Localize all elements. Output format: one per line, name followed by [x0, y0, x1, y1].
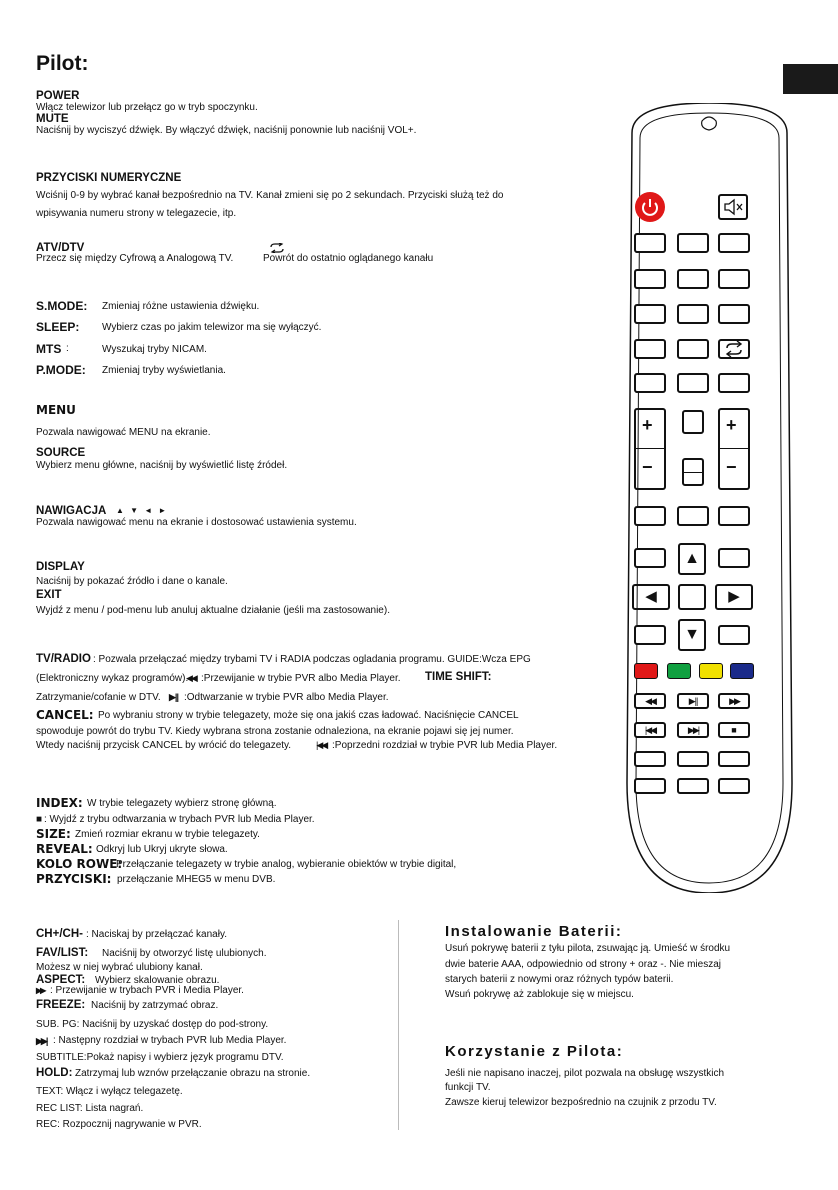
mute-heading: MUTE [36, 113, 69, 125]
remote-mute-button [718, 194, 748, 220]
nav-desc: Pozwala nawigować menu na ekranie i dostosować ustawienia systemu. [36, 517, 357, 528]
stop-icon: ■ [731, 725, 737, 735]
remote-btn-3 [718, 233, 750, 253]
subtitle-desc: SUBTITLE:Pokaż napisy i wybierz język programu DTV. [36, 1052, 284, 1063]
cancel-desc-1: Po wybraniu strony w trybie telegazety, może się ona jakiś czas ładować. Naciśnięcie CANCEL [98, 710, 519, 721]
remote-btn-index [634, 751, 666, 767]
text-desc: TEXT: Włącz i wyłącz telegazetę. [36, 1086, 183, 1097]
cancel-desc-3: Wtedy naciśnij przycisk CANCEL by wrócić do telegazety. [36, 740, 292, 751]
mts-sep: : [66, 343, 69, 354]
remote-down-button [678, 619, 706, 651]
usage-line-1: Jeśli nie napisano inaczej, pilot pozwala na obsługę wszystkich [445, 1068, 725, 1079]
exit-heading: EXIT [36, 589, 62, 601]
remote-yellow-button [699, 663, 723, 679]
remote-btn-fav [682, 458, 704, 486]
usage-line-2: funkcji TV. [445, 1082, 491, 1093]
numeric-heading: PRZYCISKI NUMERYCZNE [36, 172, 182, 184]
atv-heading: ATV/DTV [36, 242, 85, 254]
remote-btn-sleep [677, 373, 709, 393]
remote-btn-exit [634, 548, 666, 568]
remote-left-button [632, 584, 670, 610]
remote-btn-9 [718, 304, 750, 324]
battery-line-3: starych baterii z nowymi oraz różnych typów baterii. [445, 974, 674, 985]
prev-chapter-desc: :Poprzedni rozdział w trybie PVR lub Media Player. [332, 740, 558, 751]
volume-plus-icon: + [642, 415, 653, 435]
left-arrow-icon: ◀ [645, 588, 657, 605]
tvradio-desc-2b: :Przewijanie w trybie PVR albo Media Player. [201, 673, 401, 684]
subpg-desc: SUB. PG: Naciśnij by uzyskać dostęp do pod-strony. [36, 1019, 269, 1030]
remote-btn-tvradio [718, 548, 750, 568]
hold-heading: HOLD: [36, 1067, 73, 1079]
kolorowe-heading: KOLO ROWE: [36, 857, 123, 871]
mute-icon [720, 196, 746, 218]
page-title: Pilot: [36, 52, 89, 75]
pmode-heading: P.MODE: [36, 363, 86, 377]
remote-btn-smode [634, 373, 666, 393]
fav-desc: Naciśnij by otworzyć listę ulubionych. [102, 948, 267, 959]
volume-minus-icon: − [642, 457, 653, 477]
language-tab [783, 64, 838, 94]
remote-btn-4 [634, 269, 666, 289]
battery-line-2: dwie baterie AAA, odpowiednio od strony + oraz -. Nie mieszaj [445, 959, 721, 970]
power-desc: Włącz telewizor lub przełącz go w tryb spoczynku. [36, 102, 258, 113]
remote-btn-subpg [718, 778, 750, 794]
remote-btn-text [634, 778, 666, 794]
battery-heading: Instalowanie Baterii: [445, 923, 623, 940]
recall-icon [720, 341, 748, 357]
remote-right-button [715, 584, 753, 610]
remote-btn-size [677, 751, 709, 767]
remote-power-button [635, 192, 665, 222]
mts-desc: Wyszukaj tryby NICAM. [102, 344, 207, 355]
nav-heading: NAWIGACJA [36, 505, 107, 517]
column-divider [398, 920, 399, 1130]
remote-ffwd-button [718, 693, 750, 709]
freeze-heading: FREEZE: [36, 999, 86, 1011]
index-desc: W trybie telegazety wybierz stronę główną. [87, 798, 277, 809]
power-icon [635, 192, 665, 222]
remote-rewind-button [634, 693, 666, 709]
source-desc: Wybierz menu główne, naciśnij by wyświetlić listę źródeł. [36, 460, 288, 471]
remote-playpause-button [677, 693, 709, 709]
remote-volume-rocker [634, 408, 666, 490]
next-chapter-icon: ▶▶| [687, 725, 699, 735]
source-heading: SOURCE [36, 447, 86, 459]
remote-btn-source [677, 506, 709, 526]
hold-desc: Zatrzymaj lub wznów przełączanie obrazu na stronie. [75, 1068, 311, 1079]
remote-btn-6 [718, 269, 750, 289]
kolorowe-desc: Przełączanie telegazety w trybie analog, wybieranie obiektów w trybie digital, [116, 859, 457, 870]
rec-desc: REC: Rozpocznij nagrywanie w PVR. [36, 1119, 202, 1130]
remote-btn-atv [634, 339, 666, 359]
smode-heading: S.MODE: [36, 299, 88, 313]
ff-icon: ▶▶ [36, 986, 45, 995]
fast-forward-icon: ▶▶ [729, 696, 739, 706]
menu-desc: Pozwala nawigować MENU na ekranie. [36, 427, 211, 438]
sleep-heading: SLEEP: [36, 320, 80, 334]
smode-desc: Zmieniaj różne ustawienia dźwięku. [102, 301, 260, 312]
remote-btn-cancel [718, 625, 750, 645]
remote-btn-0 [677, 339, 709, 359]
fav-button-divider [684, 472, 702, 473]
remote-up-button [678, 543, 706, 575]
power-heading: POWER [36, 90, 80, 102]
remote-btn-hold [677, 778, 709, 794]
recall-desc: Powrót do ostatnio oglądanego kanału [263, 253, 434, 264]
remote-btn-display [718, 506, 750, 526]
mts-heading: MTS [36, 342, 62, 356]
remote-red-button [634, 663, 658, 679]
numeric-desc-1: Wciśnij 0-9 by wybrać kanał bezpośrednio na TV. Kanał zmieni się po 2 sekundach. Przyciski służą też do [36, 190, 504, 201]
przyciski-heading: PRZYCISKI: [36, 872, 112, 886]
fav-desc-2: Możesz w niej wybrać ulubiony kanał. [36, 962, 203, 973]
remote-ok-button [678, 584, 706, 610]
reclist-desc: REC LIST: Lista nagrań. [36, 1103, 144, 1114]
cancel-desc-2: spowoduje powrót do trybu TV. Kiedy wybrana strona zostanie odnaleziona, na ekranie pojawi się jej numer. [36, 726, 514, 737]
numeric-desc-2: wpisywania numeru strony w telegazecie, itp. [36, 208, 237, 219]
sleep-desc: Wybierz czas po jakim telewizor ma się wyłączyć. [102, 322, 322, 333]
rewind-icon: ◀◀ [645, 696, 655, 706]
remote-btn-8 [677, 304, 709, 324]
stop-icon: ■ [36, 814, 43, 825]
remote-green-button [667, 663, 691, 679]
right-arrow-icon: ▶ [728, 588, 740, 605]
channel-rocker-divider [720, 448, 748, 449]
atv-desc: Przecz się między Cyfrową a Analogową TV. [36, 253, 234, 264]
remote-blue-button [730, 663, 754, 679]
remote-btn-reveal [718, 751, 750, 767]
ff-desc: : Przewijanie w trybach PVR i Media Player. [50, 985, 244, 996]
menu-heading: MENU [36, 403, 76, 417]
tvradio-desc-3b: :Odtwarzanie w trybie PVR albo Media Player. [184, 692, 389, 703]
display-heading: DISPLAY [36, 561, 85, 573]
remote-prev-button [634, 722, 666, 738]
rewind-icon: ◀◀ [186, 673, 196, 683]
remote-btn-1 [634, 233, 666, 253]
channel-minus-icon: − [726, 457, 737, 477]
freeze-desc: Naciśnij by zatrzymać obraz. [91, 1000, 219, 1011]
usage-heading: Korzystanie z Pilota: [445, 1043, 624, 1060]
display-desc: Naciśnij by pokazać źródło i dane o kanale. [36, 576, 228, 587]
prev-chapter-icon: |◀◀ [316, 740, 327, 750]
play-pause-icon: ▶|| [688, 696, 698, 706]
play-pause-icon: ▶|| [169, 692, 178, 702]
remote-btn-menu [634, 506, 666, 526]
tvradio-heading: TV/RADIO [36, 653, 91, 665]
remote-btn-2 [677, 233, 709, 253]
remote-btn-guide [634, 625, 666, 645]
next-chapter-desc: : Następny rozdział w trybach PVR lub Media Player. [53, 1035, 287, 1046]
next-chapter-icon: ▶▶| [36, 1036, 47, 1046]
nav-arrows: ▲ ▼ ◄ ► [116, 506, 169, 515]
tvradio-desc-3a: Zatrzymanie/cofanie w DTV. [36, 692, 161, 703]
remote-btn-pmode [682, 410, 704, 434]
stop-desc: : Wyjdź z trybu odtwarzania w trybach PVR lub Media Player. [44, 814, 315, 825]
remote-channel-rocker [718, 408, 750, 490]
aspect-heading: ASPECT: [36, 974, 86, 986]
up-arrow-icon: ▲ [684, 550, 700, 567]
remote-illustration [612, 103, 807, 893]
reveal-heading: REVEAL: [36, 842, 93, 856]
index-heading: INDEX: [36, 796, 83, 810]
battery-line-1: Usuń pokrywę baterii z tyłu pilota, zsuwając ją. Umieść w środku [445, 943, 731, 954]
volume-rocker-divider [636, 448, 664, 449]
ch-desc: : Naciskaj by przełączać kanały. [86, 929, 227, 940]
tvradio-desc-1: : Pozwala przełączać między trybami TV i RADIA podczas ogladania programu. GUIDE:Wcza EPG [93, 654, 531, 665]
mute-desc: Naciśnij by wyciszyć dźwięk. By włączyć dźwięk, naciśnij ponownie lub naciśnij VOL+. [36, 125, 417, 136]
reveal-desc: Odkryj lub Ukryj ukryte słowa. [96, 844, 228, 855]
prev-chapter-icon: |◀◀ [644, 725, 656, 735]
aspect-desc: Wybierz skalowanie obrazu. [95, 975, 220, 986]
fav-heading: FAV/LIST: [36, 947, 89, 959]
remote-stop-button [718, 722, 750, 738]
przyciski-desc: przełączanie MHEG5 w menu DVB. [117, 874, 276, 885]
recall-icon [268, 240, 286, 250]
remote-next-button [677, 722, 709, 738]
size-desc: Zmień rozmiar ekranu w trybie telegazety. [75, 829, 260, 840]
exit-desc: Wyjdź z menu / pod-menu lub anuluj aktualne działanie (jeśli ma zastosowanie). [36, 605, 390, 616]
usage-line-3: Zawsze kieruj telewizor bezpośrednio na czujnik z przodu TV. [445, 1097, 717, 1108]
channel-plus-icon: + [726, 415, 737, 435]
remote-btn-5 [677, 269, 709, 289]
remote-btn-mts [718, 373, 750, 393]
pmode-desc: Zmieniaj tryby wyświetlania. [102, 365, 226, 376]
timeshift-heading: TIME SHIFT: [425, 671, 492, 683]
down-arrow-icon: ▼ [684, 626, 700, 643]
remote-btn-7 [634, 304, 666, 324]
ch-heading: CH+/CH- [36, 928, 83, 940]
size-heading: SIZE: [36, 827, 71, 841]
cancel-heading: CANCEL: [36, 708, 94, 722]
remote-btn-recall [718, 339, 750, 359]
battery-line-4: Wsuń pokrywę aż zablokuje się w miejscu. [445, 989, 634, 1000]
tvradio-desc-2a: (Elektroniczny wykaz programów). [36, 673, 189, 684]
